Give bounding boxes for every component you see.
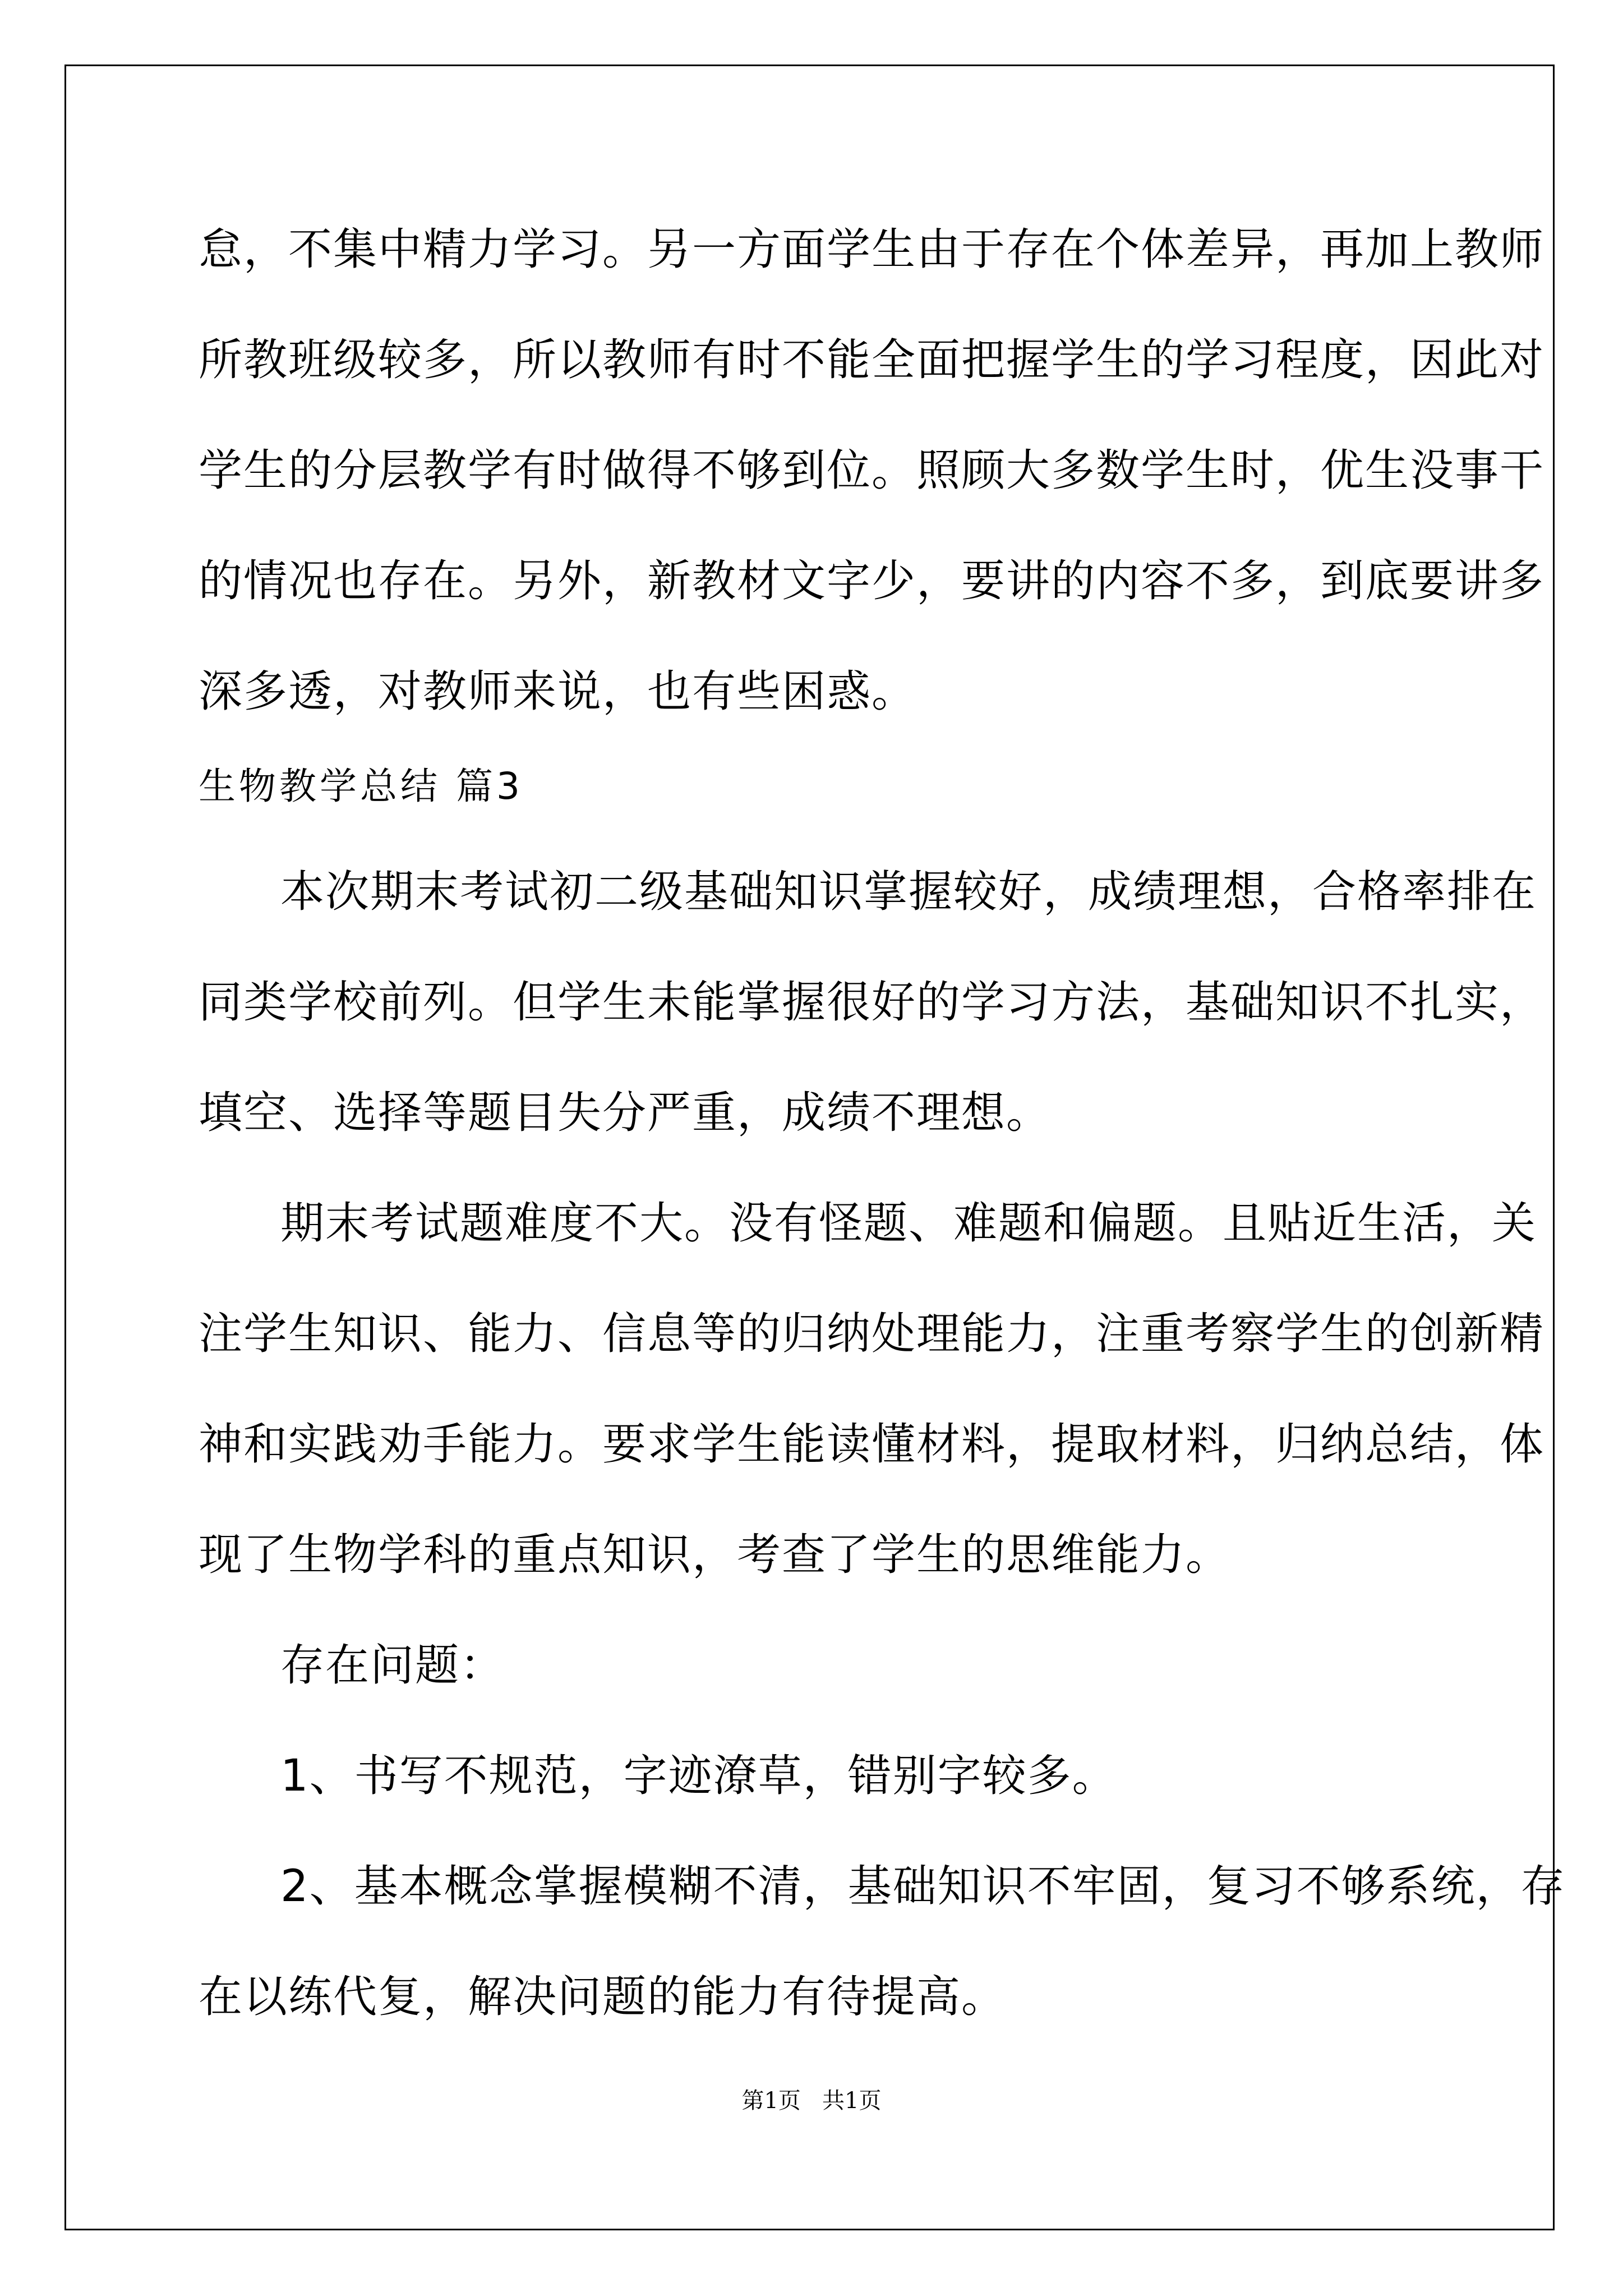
text-line: 深多透，对教师来说，也有些困惑。 (199, 666, 917, 717)
text-line: 注学生知识、能力、信息等的归纳处理能力，注重考察学生的创新精 (199, 1309, 1545, 1359)
list-item: 1、书写不规范，字迹潦草，错别字较多。 (280, 1751, 1117, 1801)
text-line: 期末考试题难度不大。没有怪题、难题和偏题。且贴近生活，关 (280, 1198, 1537, 1249)
text-line: 同类学校前列。但学生未能掌握很好的学习方法，基础知识不扎实， (199, 977, 1545, 1028)
text-line: 所教班级较多，所以教师有时不能全面把握学生的学习程度，因此对 (199, 335, 1545, 385)
text-line: 的情况也存在。另外，新教材文字少，要讲的内容不多，到底要讲多 (199, 556, 1545, 606)
text-line: 本次期末考试初二级基础知识掌握较好，成绩理想，合格率排在 (280, 867, 1537, 917)
text-line: 神和实践劝手能力。要求学生能读懂材料，提取材料，归纳总结，体 (199, 1419, 1545, 1470)
text-line: 现了生物学科的重点知识，考查了学生的思维能力。 (199, 1530, 1231, 1580)
problems-heading: 存在问题： (280, 1640, 505, 1691)
text-line: 在以练代复，解决问题的能力有待提高。 (199, 1972, 1007, 2022)
text-line: 学生的分层教学有时做得不够到位。照顾大多数学生时，优生没事干 (199, 445, 1545, 496)
page-footer: 第1页 共1页 (741, 2088, 882, 2114)
list-item: 2、基本概念掌握模糊不清，基础知识不牢固，复习不够系统，存 (280, 1861, 1566, 1912)
text-line: 怠，不集中精力学习。另一方面学生由于存在个体差异，再加上教师 (199, 224, 1545, 275)
text-line: 填空、选择等题目失分严重，成绩不理想。 (199, 1088, 1052, 1138)
section-heading: 生物教学总结 篇3 (199, 765, 523, 808)
